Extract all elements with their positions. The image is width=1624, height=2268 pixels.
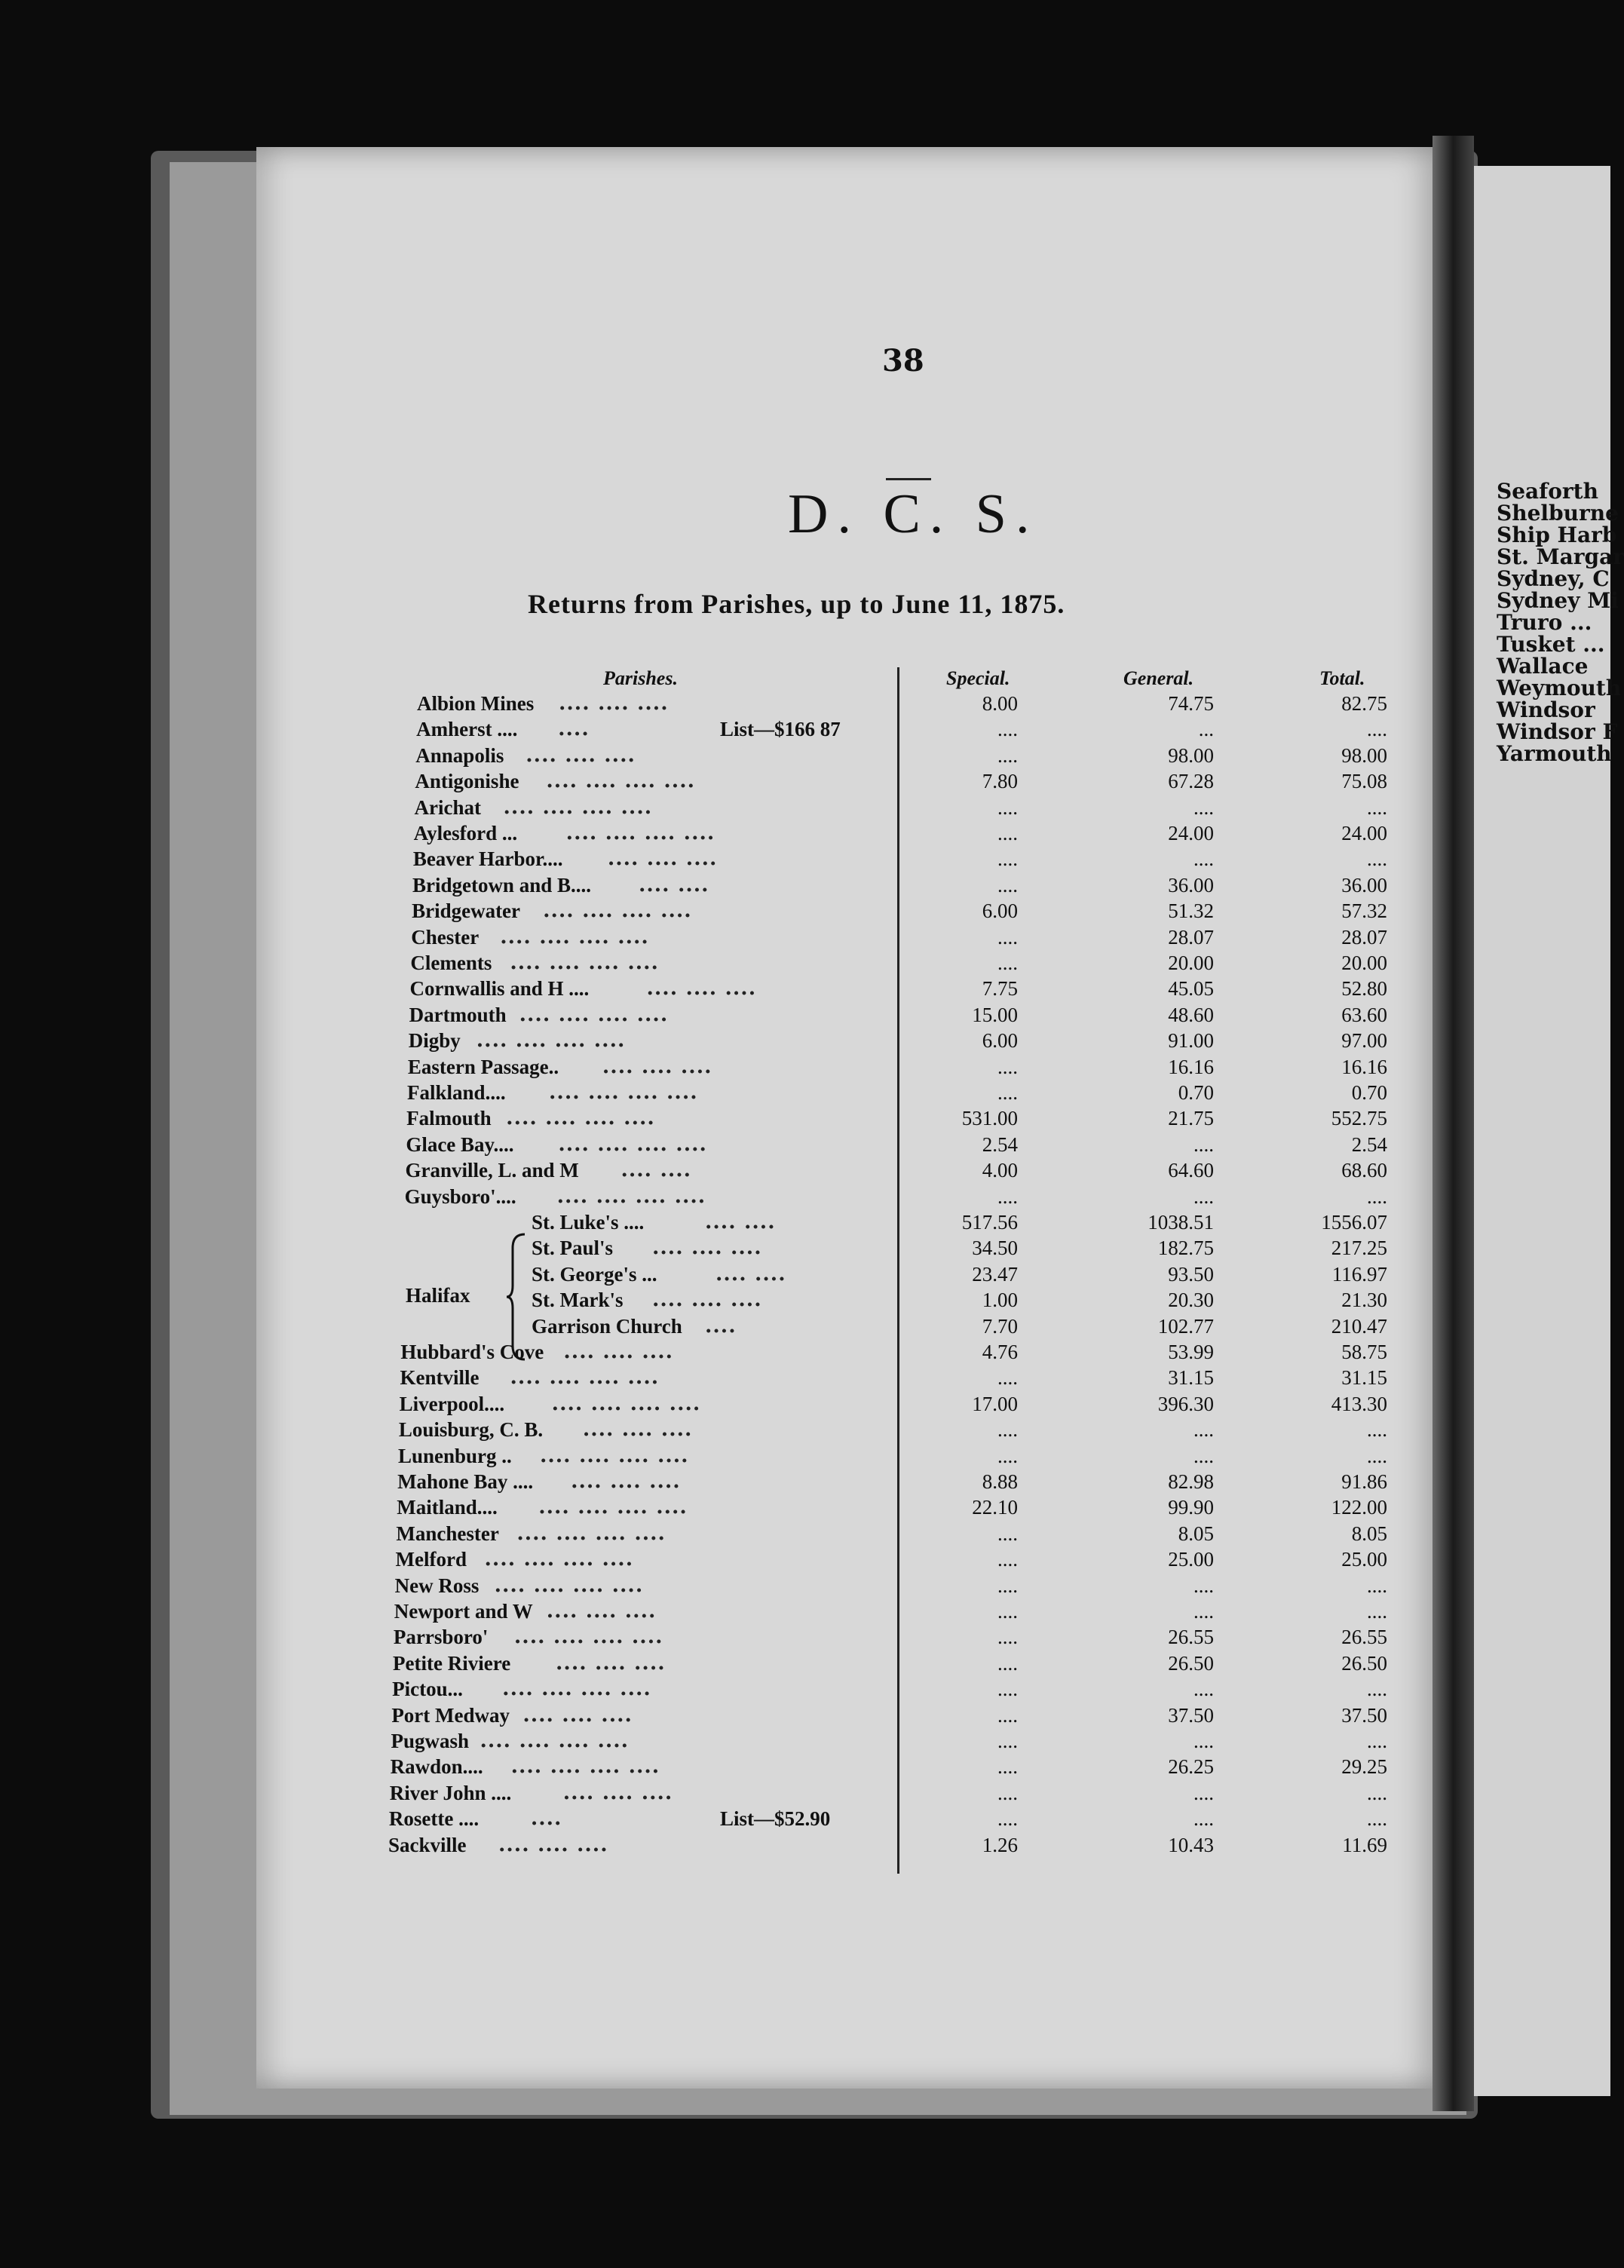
special-value: ....	[997, 1755, 1018, 1779]
parish-name: Mahone Bay ....	[397, 1470, 534, 1493]
leader-dots: .... .... ....	[563, 1340, 674, 1363]
table-row	[0, 718, 1610, 740]
table-row	[0, 1470, 1610, 1493]
right-page-parish: St. Margar	[1497, 544, 1624, 569]
general-value: 36.00	[1168, 873, 1214, 896]
table-row	[0, 1004, 1610, 1026]
leader-dots: .... .... ....	[652, 1288, 762, 1312]
general-value: 37.50	[1168, 1703, 1214, 1727]
table-row	[0, 1185, 1610, 1208]
general-value: ....	[1193, 1418, 1214, 1442]
total-value: 26.50	[1341, 1651, 1387, 1675]
total-value: 413.30	[1331, 1392, 1387, 1415]
general-value: 20.00	[1168, 952, 1214, 974]
parish-name: Falmouth	[406, 1107, 492, 1130]
leader-dots: .... .... .... ....	[546, 769, 696, 793]
total-value: 97.00	[1341, 1029, 1387, 1053]
special-value: ....	[997, 1574, 1018, 1597]
parish-name: Lunenburg ..	[397, 1444, 512, 1467]
leader-dots: .... .... .... ....	[476, 1028, 626, 1053]
special-value: 34.50	[972, 1237, 1018, 1260]
total-value: ....	[1367, 1781, 1387, 1804]
parish-name: Newport and W	[394, 1600, 533, 1623]
total-value: 63.60	[1341, 1003, 1387, 1026]
special-value: ....	[997, 952, 1018, 974]
general-value: 8.05	[1178, 1522, 1214, 1545]
parish-name: Antigonishe	[415, 770, 519, 793]
table-row	[0, 1496, 1610, 1519]
total-value: 52.80	[1341, 977, 1387, 1001]
leader-dots: .... .... .... ....	[549, 1080, 698, 1104]
general-value: 99.90	[1168, 1496, 1214, 1519]
total-value: 26.55	[1341, 1626, 1387, 1649]
parish-name: Manchester	[396, 1522, 499, 1545]
leader-dots: .... .... ....	[646, 976, 757, 1001]
special-value: ....	[997, 925, 1018, 949]
total-value: 36.00	[1341, 873, 1387, 896]
table-row	[0, 926, 1610, 949]
general-value: ....	[1193, 1781, 1214, 1804]
total-value: ....	[1367, 795, 1387, 819]
general-value: 182.75	[1157, 1237, 1214, 1260]
leader-dots: .... .... .... ....	[513, 1625, 663, 1649]
general-value: 53.99	[1168, 1341, 1214, 1363]
total-value: 1556.07	[1321, 1211, 1387, 1234]
right-page-parish: Tusket ...	[1497, 632, 1605, 657]
table-row	[0, 1782, 1610, 1804]
table-row	[0, 977, 1610, 1000]
parish-name: St. Luke's ....	[532, 1211, 645, 1234]
leader-dots: ....	[705, 1313, 737, 1338]
parish-name: Maitland....	[397, 1496, 498, 1519]
general-value: 28.07	[1168, 925, 1214, 949]
special-value: 6.00	[982, 1029, 1018, 1053]
total-value: ....	[1367, 847, 1387, 871]
parish-name: Glace Bay....	[406, 1132, 514, 1156]
general-value: ....	[1193, 847, 1214, 871]
right-page-parish: Windsor	[1497, 697, 1595, 722]
page-number: 38	[882, 343, 924, 379]
special-value: ....	[997, 873, 1018, 896]
table-row	[0, 1366, 1610, 1389]
special-value: ....	[997, 1081, 1018, 1104]
table-row	[0, 1574, 1610, 1597]
total-value: ....	[1367, 1185, 1387, 1208]
total-value: 98.00	[1341, 743, 1387, 767]
special-value: 517.56	[961, 1211, 1018, 1234]
special-value: ....	[997, 1444, 1018, 1467]
table-row	[0, 1730, 1610, 1752]
table-row	[0, 900, 1610, 922]
general-value: 1038.51	[1148, 1211, 1214, 1234]
leader-dots: .... .... .... ....	[543, 899, 692, 923]
table-row	[0, 796, 1610, 819]
total-value: 8.05	[1351, 1522, 1387, 1545]
general-value: 74.75	[1168, 692, 1214, 715]
right-page-parish: Shelburne	[1497, 501, 1619, 526]
leader-dots: .... .... .... ....	[503, 795, 653, 819]
leader-dots: .... .... .... ....	[502, 1677, 651, 1701]
special-value: 7.80	[982, 770, 1018, 793]
total-value: ....	[1367, 1600, 1387, 1623]
parish-name: Liverpool....	[399, 1392, 505, 1415]
leader-dots: .... .... ....	[607, 847, 718, 871]
parish-name: St. Mark's	[532, 1289, 624, 1312]
right-page-parish: Seaforth	[1497, 479, 1598, 504]
total-value: ....	[1367, 1678, 1387, 1701]
leader-dots: .... .... .... ....	[538, 1495, 688, 1519]
special-value: 17.00	[972, 1392, 1018, 1415]
leader-dots: .... .... ....	[571, 1470, 681, 1493]
total-value: ....	[1367, 1730, 1387, 1752]
parish-name: Hubbard's Cove	[400, 1341, 544, 1363]
general-value: ....	[1193, 1730, 1214, 1752]
total-value: 21.30	[1341, 1289, 1387, 1312]
leader-dots: .... .... ....	[562, 1780, 673, 1804]
parish-name: Rosette ....	[388, 1807, 480, 1831]
leader-dots: .... .... .... ....	[565, 821, 715, 844]
special-value: ....	[997, 795, 1018, 819]
leader-dots: .... .... .... ....	[539, 1443, 689, 1467]
parish-name: St. George's ...	[532, 1262, 657, 1286]
table-row	[0, 952, 1610, 974]
table-row	[0, 1211, 1610, 1234]
parish-name: Annapolis	[415, 743, 504, 767]
total-value: 91.86	[1341, 1470, 1387, 1493]
special-value: 15.00	[972, 1003, 1018, 1026]
table-row	[0, 692, 1610, 715]
total-value: 28.07	[1341, 925, 1387, 949]
special-value: ....	[997, 1651, 1018, 1675]
special-value: 531.00	[961, 1107, 1018, 1130]
general-value: 31.15	[1168, 1366, 1214, 1390]
parish-name: Digby	[408, 1029, 461, 1053]
general-value: 16.16	[1168, 1055, 1214, 1078]
total-value: 75.08	[1341, 770, 1387, 793]
total-value: 31.15	[1341, 1366, 1387, 1390]
general-value: 48.60	[1168, 1003, 1214, 1026]
table-row	[0, 1834, 1610, 1856]
leader-dots: .... .... ....	[526, 743, 636, 767]
total-value: 552.75	[1331, 1107, 1387, 1130]
leader-dots: .... .... ....	[652, 1236, 762, 1260]
table-row	[0, 1289, 1610, 1311]
table-row	[0, 847, 1610, 870]
table-row	[0, 1263, 1610, 1286]
general-value: 20.30	[1168, 1289, 1214, 1312]
table-row	[0, 1081, 1610, 1104]
list-note: List—$52.90	[720, 1807, 831, 1831]
special-value: 8.00	[982, 692, 1018, 715]
total-value: 16.16	[1341, 1055, 1387, 1078]
leader-dots: .... .... .... ....	[484, 1547, 634, 1571]
table-row	[0, 1445, 1610, 1467]
total-value: 29.25	[1341, 1755, 1387, 1779]
special-value: ....	[997, 1522, 1018, 1545]
total-value: 24.00	[1341, 822, 1387, 844]
general-value: ....	[1193, 1444, 1214, 1467]
parish-name: Dartmouth	[409, 1003, 507, 1026]
total-value: 116.97	[1331, 1262, 1387, 1286]
table-row	[0, 1107, 1610, 1129]
leader-dots: ....	[558, 717, 590, 741]
leader-dots: .... .... .... ....	[500, 924, 649, 949]
general-value: ....	[1193, 795, 1214, 819]
leader-dots: .... .... .... ....	[494, 1573, 644, 1597]
leader-dots: .... .... .... ....	[510, 1755, 660, 1779]
general-value: 67.28	[1168, 770, 1214, 793]
parish-name: Petite Riviere	[393, 1651, 511, 1675]
general-value: ....	[1193, 1132, 1214, 1156]
special-value: ....	[997, 1678, 1018, 1701]
table-row	[0, 744, 1610, 767]
total-value: ....	[1367, 1807, 1387, 1831]
parish-name: St. Paul's	[532, 1237, 614, 1260]
table-row	[0, 1652, 1610, 1675]
total-value: ....	[1367, 1418, 1387, 1442]
total-value: 37.50	[1341, 1703, 1387, 1727]
special-value: ....	[997, 1781, 1018, 1804]
leader-dots: .... ....	[715, 1261, 786, 1286]
general-value: ....	[1193, 1574, 1214, 1597]
general-value: 25.00	[1168, 1548, 1214, 1571]
parish-name: Chester	[411, 925, 480, 949]
special-value: 23.47	[972, 1262, 1018, 1286]
special-value: ....	[997, 822, 1018, 844]
special-value: 8.88	[982, 1470, 1018, 1493]
right-page-parish: Sydney, C	[1497, 566, 1610, 591]
parish-name: Aylesford ...	[413, 822, 518, 844]
general-value: 10.43	[1168, 1833, 1214, 1856]
leader-dots: ....	[530, 1807, 562, 1831]
parish-name: Falkland....	[407, 1081, 506, 1104]
right-page-parish: Yarmouth	[1497, 741, 1612, 766]
table-row	[0, 1315, 1610, 1338]
parish-name: Amherst ....	[416, 718, 518, 741]
table-row	[0, 822, 1610, 844]
total-value: 11.69	[1342, 1833, 1387, 1856]
leader-dots: .... .... .... ....	[519, 1002, 669, 1026]
column-header-special: Special.	[946, 667, 1010, 689]
total-value: 82.75	[1341, 692, 1387, 715]
total-value: ....	[1367, 1444, 1387, 1467]
general-value: 82.98	[1168, 1470, 1214, 1493]
leader-dots: .... .... .... ....	[516, 1521, 666, 1545]
general-value: 51.32	[1168, 900, 1214, 923]
special-value: ....	[997, 1703, 1018, 1727]
general-value: 93.50	[1168, 1262, 1214, 1286]
general-value: ...	[1198, 718, 1214, 741]
total-value: 0.70	[1351, 1081, 1387, 1104]
column-header-parishes: Parishes.	[603, 667, 678, 689]
parish-name: Kentville	[400, 1366, 480, 1390]
leader-dots: .... .... .... ....	[510, 1365, 660, 1390]
total-value: 2.54	[1351, 1132, 1387, 1156]
total-value: 210.47	[1331, 1314, 1387, 1338]
general-value: 64.60	[1168, 1159, 1214, 1182]
table-row	[0, 1755, 1610, 1778]
general-value: ....	[1193, 1807, 1214, 1831]
special-value: ....	[997, 1185, 1018, 1208]
table-row	[0, 1678, 1610, 1700]
special-value: 4.00	[982, 1159, 1018, 1182]
table-row	[0, 1393, 1610, 1415]
special-value: 2.54	[982, 1132, 1018, 1156]
total-value: 68.60	[1341, 1159, 1387, 1182]
leader-dots: .... .... .... ....	[556, 1184, 706, 1208]
parish-name: Guysboro'....	[404, 1185, 516, 1208]
table-row	[0, 1159, 1610, 1182]
special-value: ....	[997, 1600, 1018, 1623]
table-row	[0, 1522, 1610, 1545]
general-value: ....	[1193, 1185, 1214, 1208]
right-page-parish: Truro ...	[1497, 610, 1592, 635]
special-value: 6.00	[982, 900, 1018, 923]
parish-name: Cornwallis and H ....	[409, 977, 590, 1001]
special-value: ....	[997, 1548, 1018, 1571]
parish-name: Pugwash	[391, 1730, 469, 1752]
special-value: 7.70	[982, 1314, 1018, 1338]
halifax-label: Halifax	[406, 1284, 470, 1307]
leader-dots: .... .... .... ....	[551, 1391, 701, 1415]
right-page-parish: Windsor F	[1497, 719, 1618, 744]
general-value: 45.05	[1168, 977, 1214, 1001]
leader-dots: .... .... ....	[602, 1054, 712, 1078]
table-row	[0, 1548, 1610, 1571]
title-rule	[886, 478, 931, 480]
parish-name: Rawdon....	[390, 1755, 483, 1779]
special-value: ....	[997, 1730, 1018, 1752]
special-value: ....	[997, 847, 1018, 871]
table-row	[0, 1600, 1610, 1623]
parish-name: Arichat	[414, 795, 482, 819]
table-row	[0, 1133, 1610, 1156]
parish-name: Parrsboro'	[393, 1626, 489, 1649]
table-row	[0, 1704, 1610, 1727]
leader-dots: .... ....	[620, 1158, 692, 1182]
general-value: 102.77	[1157, 1314, 1214, 1338]
column-header-general: General.	[1123, 667, 1194, 689]
table-row	[0, 874, 1610, 896]
parish-name: Pictou...	[392, 1678, 463, 1701]
special-value: 7.75	[982, 977, 1018, 1001]
parish-name: Bridgewater	[412, 900, 521, 923]
leader-dots: .... .... ....	[522, 1703, 633, 1727]
right-page-parish: Weymouth	[1497, 676, 1622, 700]
parish-name: Eastern Passage..	[407, 1055, 559, 1078]
parish-name: Beaver Harbor....	[412, 847, 563, 871]
general-value: 26.50	[1168, 1651, 1214, 1675]
special-value: 1.00	[982, 1289, 1018, 1312]
parish-name: Sackville	[388, 1833, 467, 1856]
general-value: 98.00	[1168, 743, 1214, 767]
total-value: 20.00	[1341, 952, 1387, 974]
right-page-parish: Wallace	[1497, 654, 1589, 679]
page-title: D. C. S.	[788, 483, 1039, 545]
total-value: 58.75	[1341, 1341, 1387, 1363]
parish-name: Louisburg, C. B.	[398, 1418, 544, 1442]
total-value: 25.00	[1341, 1548, 1387, 1571]
parish-name: Melford	[395, 1548, 467, 1571]
table-row	[0, 1029, 1610, 1052]
leader-dots: .... .... .... ....	[558, 1132, 707, 1156]
special-value: ....	[997, 1807, 1018, 1831]
general-value: 396.30	[1157, 1392, 1214, 1415]
general-value: 26.55	[1168, 1626, 1214, 1649]
total-value: 217.25	[1331, 1237, 1387, 1260]
special-value: ....	[997, 1418, 1018, 1442]
general-value: 91.00	[1168, 1029, 1214, 1053]
total-value: ....	[1367, 1574, 1387, 1597]
total-value: 122.00	[1331, 1496, 1387, 1519]
leader-dots: .... .... ....	[582, 1418, 693, 1442]
right-page	[1474, 166, 1624, 2096]
leader-dots: .... .... ....	[498, 1832, 608, 1856]
special-value: ....	[997, 743, 1018, 767]
special-value: 22.10	[972, 1496, 1018, 1519]
general-value: 24.00	[1168, 822, 1214, 844]
table-row	[0, 1807, 1610, 1830]
right-page-parish: Ship Harb	[1497, 523, 1617, 547]
table-row	[0, 1341, 1610, 1363]
special-value: ....	[997, 718, 1018, 741]
column-header-total: Total.	[1319, 667, 1365, 689]
leader-dots: .... ....	[638, 872, 709, 896]
special-value: ....	[997, 1055, 1018, 1078]
leader-dots: .... .... ....	[546, 1599, 657, 1623]
subtitle: Returns from Parishes, up to June 11, 1875.	[528, 589, 1065, 619]
general-value: 26.25	[1168, 1755, 1214, 1779]
total-value: ....	[1367, 718, 1387, 741]
special-value: ....	[997, 1626, 1018, 1649]
parish-name: Clements	[410, 952, 492, 974]
general-value: ....	[1193, 1678, 1214, 1701]
leader-dots: .... .... ....	[556, 1650, 666, 1675]
parish-name: River John ....	[389, 1781, 512, 1804]
parish-name: Bridgetown and B....	[412, 873, 591, 896]
general-value: 21.75	[1168, 1107, 1214, 1130]
leader-dots: .... .... .... ....	[480, 1729, 630, 1752]
leader-dots: .... .... .... ....	[510, 951, 659, 974]
special-value: 1.26	[982, 1833, 1018, 1856]
leader-dots: .... .... .... ....	[506, 1106, 655, 1130]
right-page-parish: Sydney Mi	[1497, 588, 1619, 613]
general-value: ....	[1193, 1600, 1214, 1623]
table-row	[0, 770, 1610, 792]
table-row	[0, 1626, 1610, 1648]
table-row	[0, 1418, 1610, 1441]
leader-dots: .... .... ....	[559, 691, 669, 715]
special-value: ....	[997, 1366, 1018, 1390]
leader-dots: .... ....	[705, 1210, 776, 1234]
table-row	[0, 1237, 1610, 1259]
list-note: List—$166 87	[720, 718, 841, 741]
parish-name: Granville, L. and M	[405, 1159, 579, 1182]
parish-name: Port Medway	[391, 1703, 510, 1727]
general-value: 0.70	[1178, 1081, 1214, 1104]
special-value: 4.76	[982, 1341, 1018, 1363]
parish-name: Garrison Church	[532, 1314, 682, 1338]
table-row	[0, 1056, 1610, 1078]
parish-name: New Ross	[394, 1574, 480, 1597]
total-value: 57.32	[1341, 900, 1387, 923]
parish-name: Albion Mines	[417, 692, 535, 715]
